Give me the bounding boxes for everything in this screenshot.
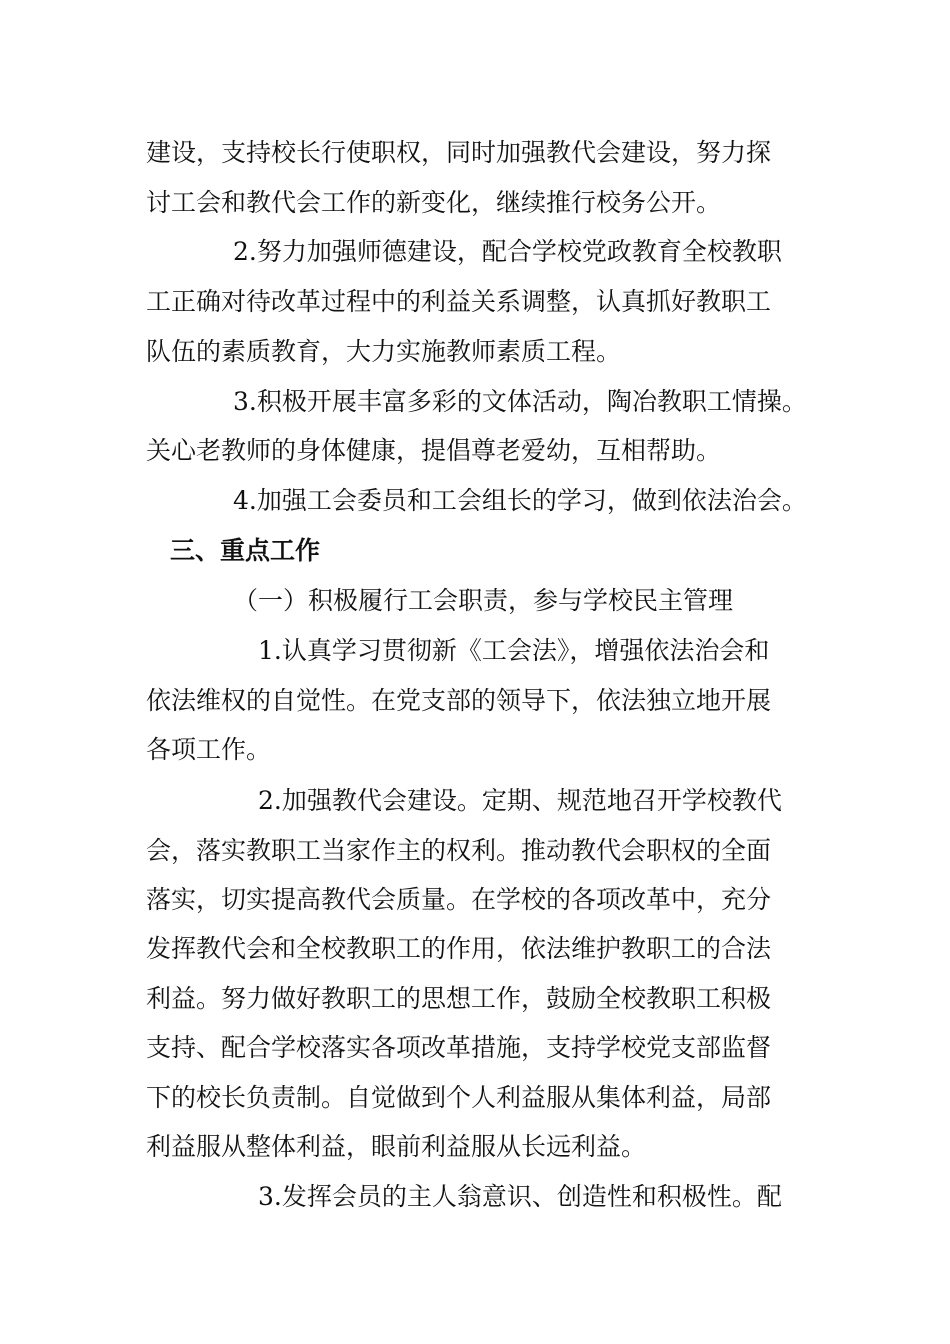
paragraph-line: 3.发挥会员的主人翁意识、创造性和积极性。配 (258, 1182, 782, 1211)
paragraph-line: 讨工会和教代会工作的新变化，继续推行校务公开。 (146, 188, 722, 217)
paragraph-line: 工正确对待改革过程中的利益关系调整，认真抓好教职工 (146, 287, 772, 316)
paragraph-line: 2.加强教代会建设。定期、规范地召开学校教代 (258, 786, 782, 815)
paragraph-line: 关心老教师的身体健康，提倡尊老爱幼，互相帮助。 (146, 436, 722, 465)
paragraph-line: 下的校长负责制。自觉做到个人利益服从集体利益，局部 (146, 1083, 772, 1112)
paragraph-line: 利益。努力做好教职工的思想工作，鼓励全校教职工积极 (146, 984, 772, 1013)
paragraph-line: 落实，切实提高教代会质量。在学校的各项改革中，充分 (146, 885, 772, 914)
paragraph-line: 建设，支持校长行使职权，同时加强教代会建设，努力探 (146, 138, 772, 167)
subsection-heading: （一）积极履行工会职责，参与学校民主管理 (233, 586, 734, 615)
paragraph-line: 2.努力加强师德建设，配合学校党政教育全校教职 (233, 237, 782, 266)
paragraph-line: 会，落实教职工当家作主的权利。推动教代会职权的全面 (146, 836, 772, 865)
paragraph-line: 队伍的素质教育，大力实施教师素质工程。 (146, 337, 622, 366)
paragraph-line: 利益服从整体利益，眼前利益服从长远利益。 (146, 1132, 647, 1161)
paragraph-line: 依法维权的自觉性。在党支部的领导下，依法独立地开展 (146, 686, 772, 715)
paragraph-line: 3.积极开展丰富多彩的文体活动，陶冶教职工情操。 (233, 387, 807, 416)
paragraph-line: 支持、配合学校落实各项改革措施，支持学校党支部监督 (146, 1033, 772, 1062)
paragraph-line: 各项工作。 (146, 735, 272, 764)
section-heading: 三、重点工作 (170, 536, 321, 565)
paragraph-line: 发挥教代会和全校教职工的作用，依法维护教职工的合法 (146, 934, 772, 963)
paragraph-line: 1.认真学习贯彻新《工会法》，增强依法治会和 (258, 636, 770, 665)
paragraph-line: 4.加强工会委员和工会组长的学习，做到依法治会。 (233, 486, 807, 515)
